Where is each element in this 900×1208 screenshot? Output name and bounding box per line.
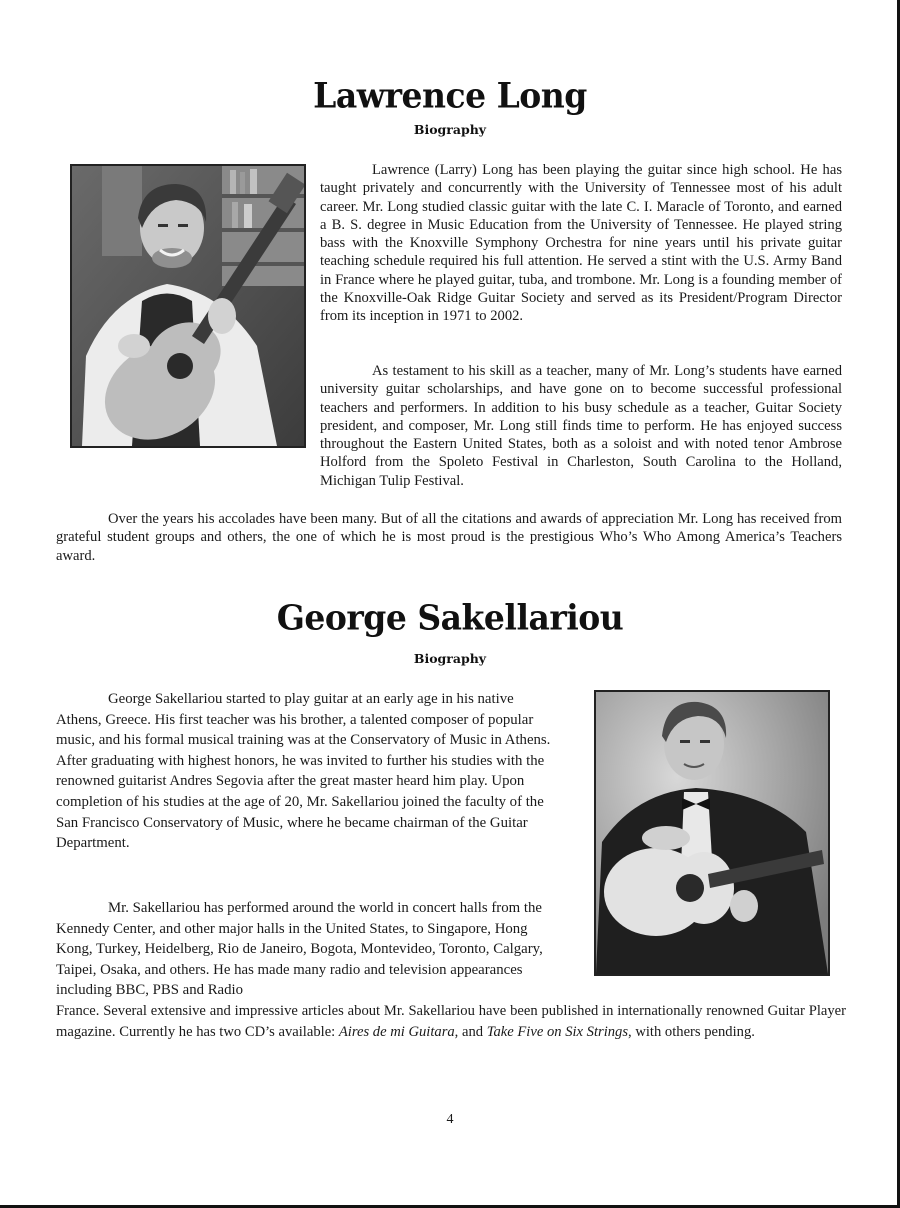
guitarist-photo-illustration-2 (596, 692, 828, 974)
cd-title-aires-de-mi-guitara: Aires de mi Guitara (338, 1023, 455, 1040)
lawrence-bio-paragraph-1: Lawrence (Larry) Long has been playing the guitar since high school. He has taught privately and concurrently with the University of Tennessee most of his adult career. Mr. Long studied classic guitar with the late C. I. Maracle of Toronto, and earned a B. S. degree in Music Education from the University of Tennessee. He played string bass with the Knoxville Symphony Orchestra for nine years until his private guitar teaching schedule required his full attention. He served a stint with the U.S. Army Band in France where he played guitar, tuba, and trombone. Mr. Long is a founding member of the Knoxville-Oak Ridge Guitar Society and served as its President/Program Director from its inception in 1971 to 2002. (320, 162, 842, 325)
lawrence-long-photo (70, 164, 306, 448)
george-bio-paragraph-2: Mr. Sakellariou has performed around the world in concert halls from the Kennedy Center, and other major halls in the United States, to Singapore, Hong Kong, Turkey, Heidelberg, Rio de Janeiro, Bogota, Montevideo, Toronto, Calgary, Taipei, Osaka, and others. He has made many radio and television appearances including BBC, PBS and Radio (56, 900, 543, 999)
continuation-text-3: , with others pending. (628, 1023, 755, 1040)
lawrence-bio-paragraph-2: As testament to his skill as a teacher, many of Mr. Long’s students have earned university guitar scholarships, and have gone on to become successful professional teachers and performers. In addition to his busy schedule as a teacher, Guitar Society president, and composer, Mr. Long still finds time to perform. He has enjoyed success throughout the Eastern United States, both as a soloist and with noted tenor Ambrose Holford from the Spoleto Festival in Charleston, South Carolina to the Holland, Michigan Tulip Festival. (320, 363, 842, 489)
cd-title-take-five: Take Five on Six Strings (486, 1023, 629, 1040)
george-bio-paragraph-1: George Sakellariou started to play guitar at an early age in his native Athens, Greece. His first teacher was his brother, a talented composer of popular music, and his formal musical training was at the Conservatory of Music in Athens. After graduating with highest honors, he was invited to further his studies with the renowned guitarist Andres Segovia after the great master heard him play. Upon completion of his studies at the age of 20, Mr. Sakellariou joined the faculty of the San Francisco Conservatory of Music, where he became chairman of the Guitar Department. (56, 691, 551, 852)
page-title-george-sakellariou: George Sakellariou (276, 597, 624, 638)
lawrence-bio-paragraph-3: Over the years his accolades have been many. But of all the citations and awards of appreciation Mr. Long has received from grateful student groups and others, the one of which he is most proud is the prestigious Who’s Who Among America’s Teachers award. (56, 511, 842, 564)
continuation-text-2: , and (454, 1023, 487, 1040)
guitarist-photo-illustration-1 (72, 166, 304, 446)
george-bio-paragraph-2-continuation (56, 1001, 846, 1042)
subtitle-biography-2: Biography (413, 651, 487, 666)
continuation-text-1: France. Several extensive and impressive articles about Mr. Sakellariou have been published in internationally renowned Guitar Player magazine. Currently he has two CD’s available: (56, 1003, 846, 1040)
subtitle-biography-1: Biography (413, 122, 487, 137)
page-title-lawrence-long: Lawrence Long (313, 75, 587, 116)
page-number: 4 (446, 1112, 454, 1127)
george-sakellariou-photo (594, 690, 830, 976)
